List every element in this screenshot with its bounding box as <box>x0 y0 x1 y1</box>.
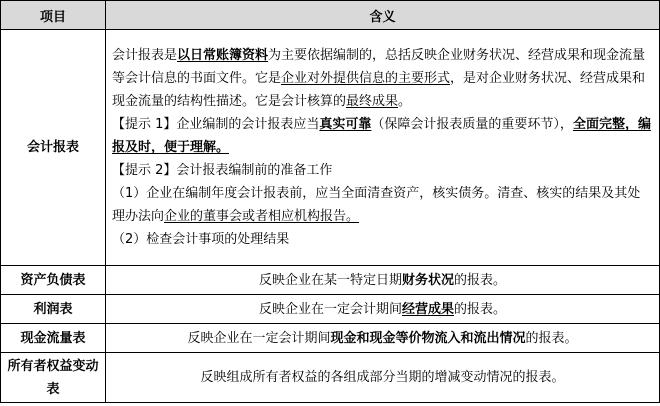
table-row-income-statement <box>1 295 660 324</box>
definition-balance-sheet <box>106 266 660 295</box>
definition-income-statement <box>106 295 660 324</box>
term-income-statement: 利润表 <box>1 295 106 324</box>
emphasis-text: 以日常账簿资料 <box>177 48 269 63</box>
text-segment: 的报表。 <box>454 301 507 317</box>
emphasis-text: 现金和现金等价物流入和流出情况 <box>330 330 526 346</box>
text-segment: 。 <box>398 94 412 109</box>
text-segment: 的报表。 <box>525 330 578 346</box>
emphasis-text: 全面完整，编报及时，便于理解。 <box>112 117 651 155</box>
emphasis-text: 真实可靠 <box>319 117 372 132</box>
tip-1 <box>112 113 653 159</box>
text-segment: 反映企业在一定会计期间 <box>187 330 331 346</box>
report-paragraph <box>112 44 653 113</box>
step-2: （2）检查会计事项的处理结果 <box>112 232 290 247</box>
underlined-text: 企业对外提供信息的主要形式 <box>281 71 451 86</box>
emphasis-text: 财务状况 <box>401 272 454 288</box>
definition-cash-flow <box>106 324 660 353</box>
term-balance-sheet: 资产负债表 <box>1 266 106 295</box>
text-segment: ，是对企业财务状况、经营成果和现金流量的结构性描述。它是会计核算的 <box>112 71 646 109</box>
text-segment: 反映企业在一定会计期间 <box>258 301 402 317</box>
header-term: 项目 <box>1 1 106 30</box>
term-cash-flow: 现金流量表 <box>1 324 106 353</box>
header-row <box>1 1 660 30</box>
emphasis-text: 经营成果 <box>401 301 454 317</box>
text-segment: 为主要依据编制的，总括反映企业财务状况、经营成果和现金流量等会计信息的书面文件。它是 <box>112 48 646 86</box>
step-1 <box>112 182 653 228</box>
table-row-cash-flow <box>1 324 660 353</box>
table-row-accounting-report <box>1 30 660 266</box>
definition-equity-change: 反映组成所有者权益的各组成部分当期的增减变动情况的报表。 <box>106 353 660 403</box>
text-segment: 的报表。 <box>454 272 507 288</box>
underlined-text: 企业的董事会或者相应机构报告。 <box>164 209 360 224</box>
tip-2: 【提示 2】会计报表编制前的准备工作 <box>112 163 333 178</box>
text-segment: （保障会计报表质量的重要环节）， <box>371 117 573 132</box>
text-segment: （1）企业在编制年度会计报表前，应当全面清查资产，核实债务。清查、核实的结果及其处理办法向 <box>112 186 641 224</box>
underlined-text: 最终成果 <box>346 94 399 109</box>
header-meaning: 含义 <box>106 1 660 30</box>
text-segment: 反映企业在某一特定日期 <box>258 272 402 288</box>
text-segment: 会计报表是 <box>112 48 178 63</box>
term-accounting-report: 会计报表 <box>1 30 106 266</box>
table-row-equity-change <box>1 353 660 403</box>
definition-accounting-report <box>106 30 660 266</box>
term-equity-change: 所有者权益变动表 <box>1 353 106 403</box>
text-segment: 【提示 1】企业编制的会计报表应当 <box>112 117 320 132</box>
table-row-balance-sheet <box>1 266 660 295</box>
